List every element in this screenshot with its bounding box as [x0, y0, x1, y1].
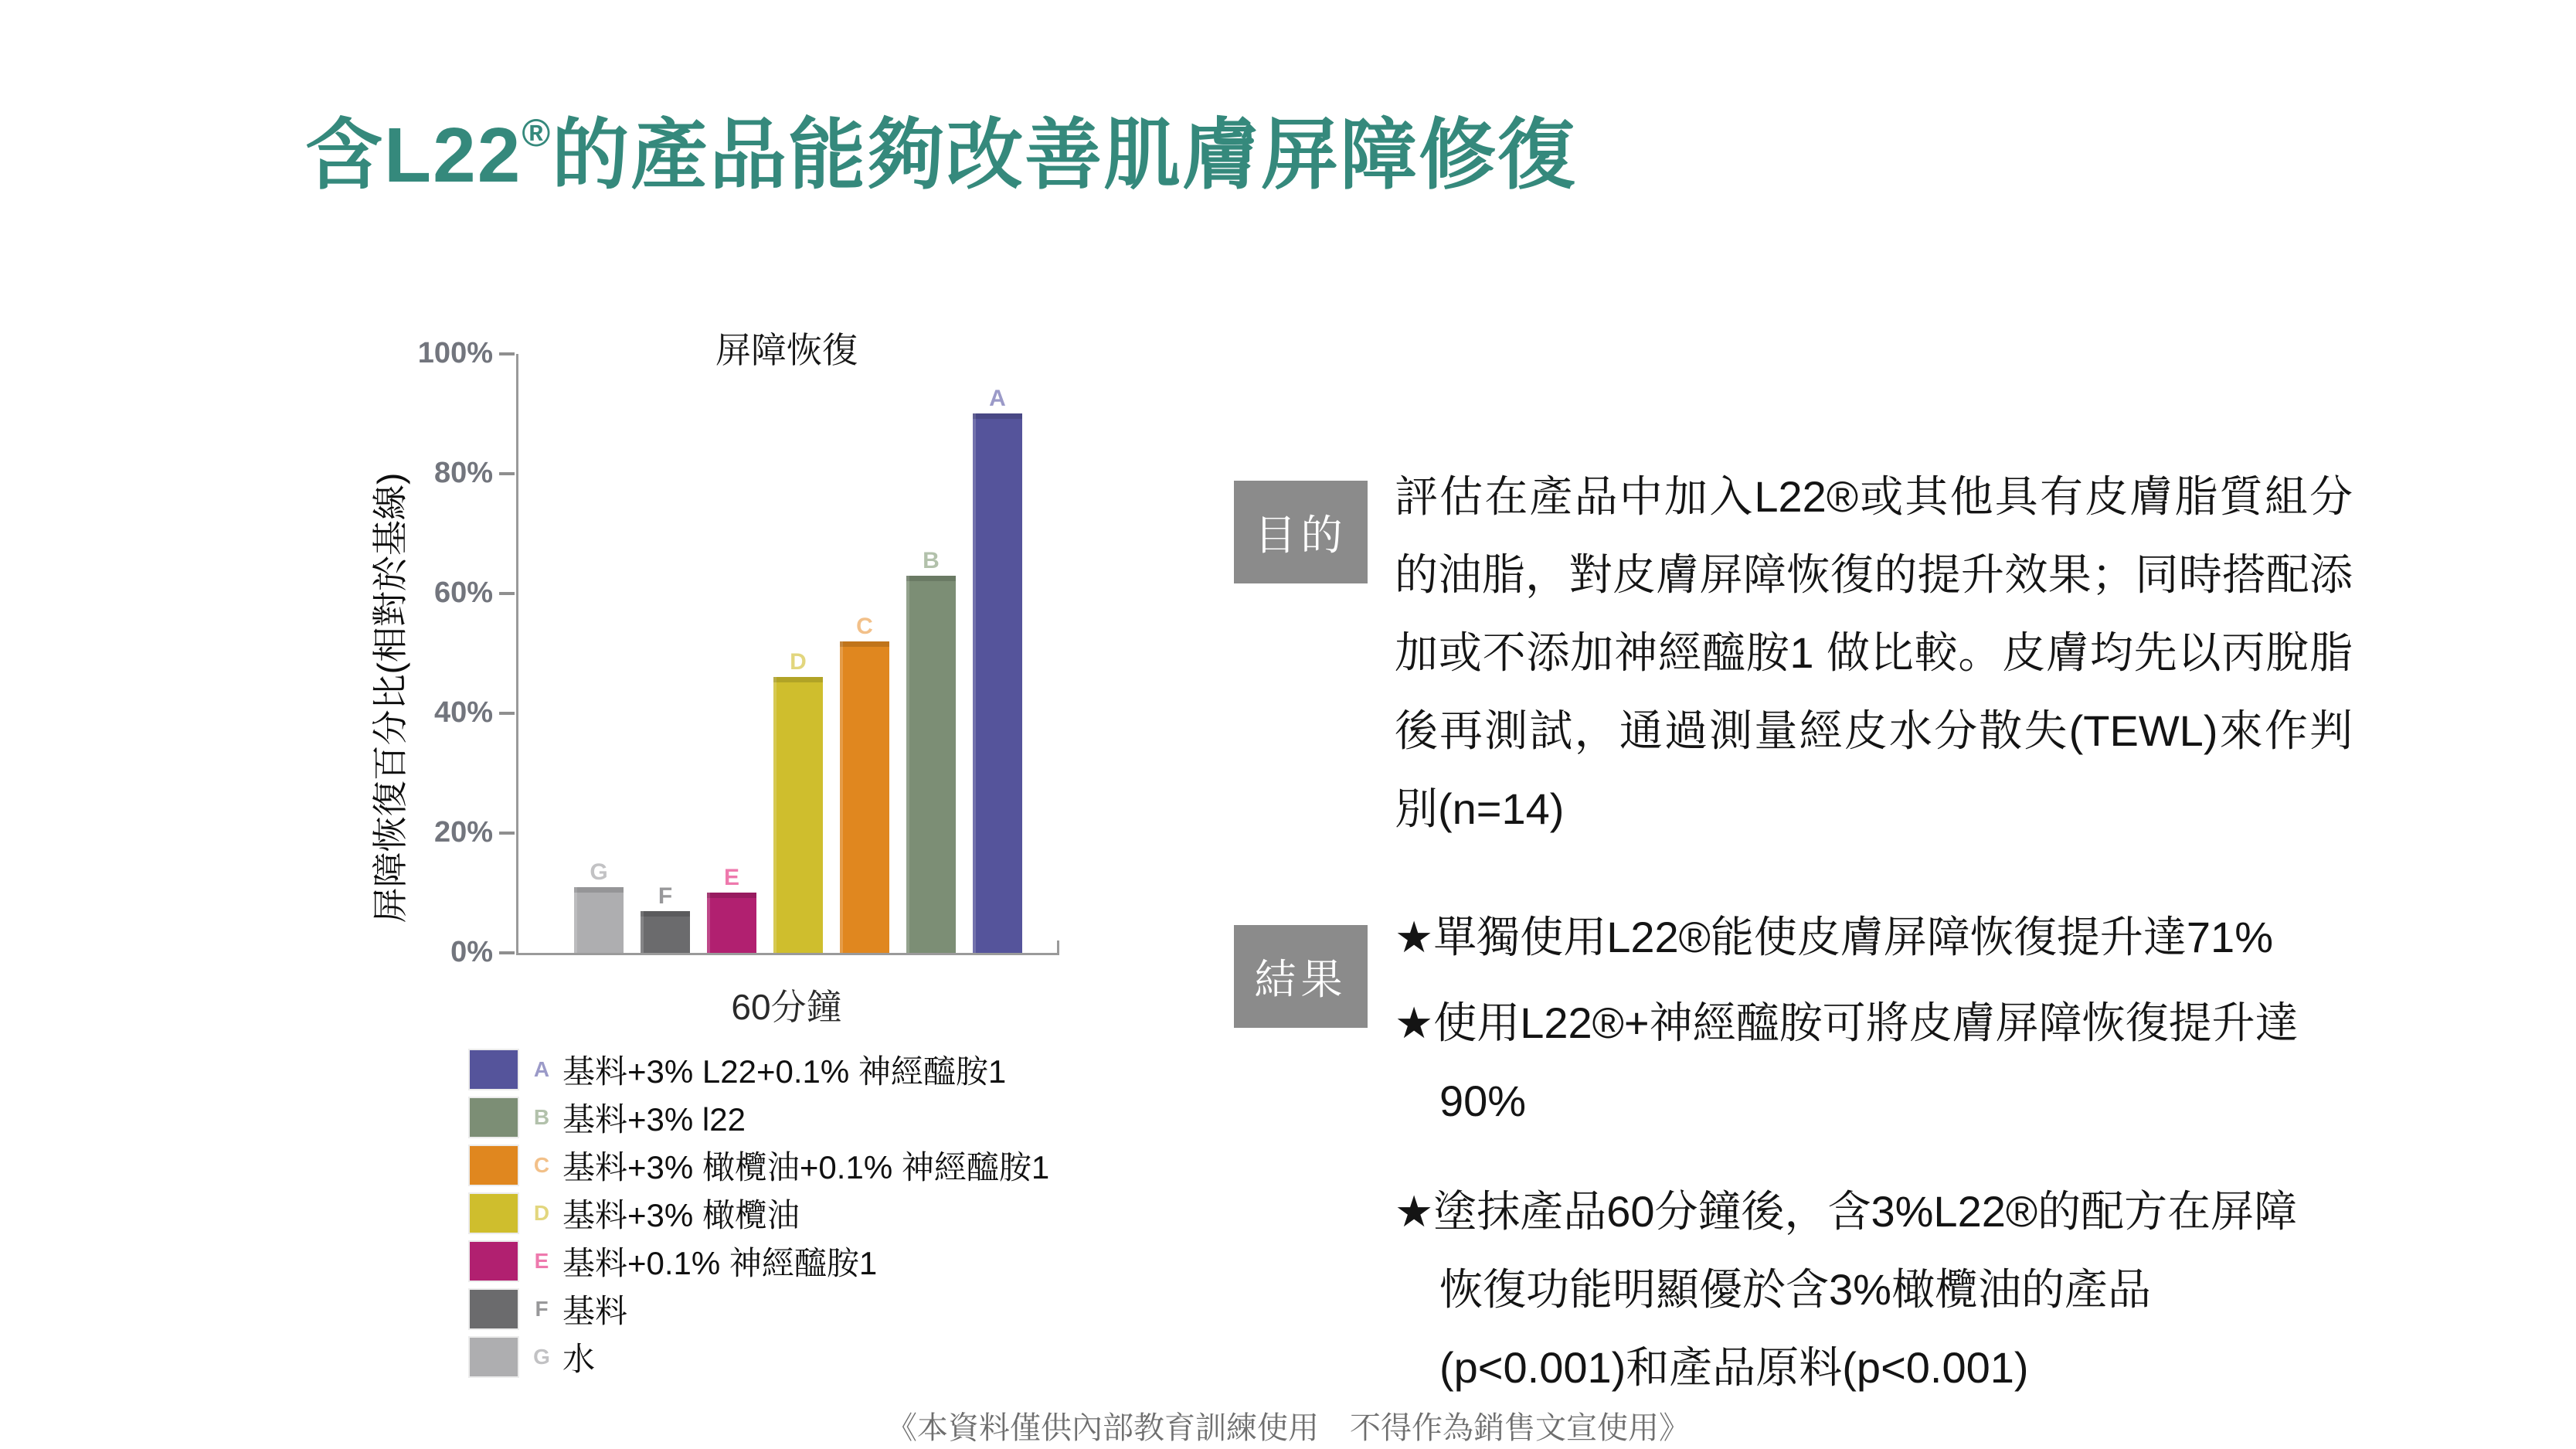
legend-letter-F: F: [535, 1297, 549, 1321]
bar-value-label-G: G: [590, 859, 608, 885]
bar-E: [707, 893, 756, 953]
bar-group-D: [773, 651, 823, 953]
purpose-text: 評估在產品中加入L22®或其他具有皮膚脂質組分的油脂，對皮膚屏障恢復的提升效果；同時搭配添加或不添加神經醯胺1 做比較。皮膚均先以丙脫脂後再測試，通過測量經皮水分散失(TEWL)來作判別(n=14): [1395, 472, 2353, 833]
bar-value-label-F: F: [658, 883, 673, 909]
legend-letter-C: C: [533, 1153, 550, 1177]
y-tick-label-40: 40%: [433, 696, 493, 729]
bar-C: [840, 641, 889, 953]
y-tick-mark-100: [499, 352, 515, 355]
legend-label-G: 水: [562, 1341, 596, 1377]
y-tick-mark-80: [499, 472, 515, 475]
page-title-suffix: 的產品能夠改善肌膚屏障修復: [552, 112, 1577, 199]
legend-swatch-G: [470, 1338, 518, 1376]
y-tick-label-80: 80%: [433, 457, 493, 489]
bar-value-label-C: C: [856, 614, 873, 639]
bar-group-G: [574, 861, 624, 953]
y-tick-mark-60: [499, 592, 515, 595]
legend-label-F: 基料: [562, 1293, 628, 1329]
legend-swatch-A: [470, 1050, 518, 1089]
bar-group-F: [641, 885, 690, 953]
bar-group-B: [906, 549, 956, 953]
bar-B: [906, 576, 956, 953]
legend-label-A: 基料+3% L22+0.1% 神經醯胺1: [562, 1053, 1007, 1090]
legend-swatch-B: [470, 1098, 518, 1137]
chart-title: 屏障恢復: [715, 330, 858, 370]
bar-group-C: [840, 615, 889, 953]
legend-letter-E: E: [534, 1249, 549, 1273]
legend-label-C: 基料+3% 橄欖油+0.1% 神經醯胺1: [562, 1149, 1050, 1185]
legend-swatch-F: [470, 1290, 518, 1328]
x-axis-label: 60分鐘: [731, 987, 842, 1027]
y-tick-mark-20: [499, 832, 515, 835]
purpose-section-box: 目的: [1234, 481, 1368, 583]
legend-row-F: [470, 1285, 1049, 1333]
result-bullet-2: ★使用L22®+神經醯胺可將皮膚屏障恢復提升達90%: [1395, 998, 2299, 1125]
y-axis-label: 屏障恢復百分比(相對於基線): [370, 472, 410, 923]
bar-G: [574, 887, 624, 953]
legend-row-A: [470, 1046, 1049, 1094]
bar-value-label-B: B: [923, 548, 940, 573]
results-section-box: 結果: [1234, 925, 1368, 1028]
legend-letter-A: A: [533, 1057, 550, 1081]
legend-label-E: 基料+0.1% 神經醯胺1: [562, 1245, 878, 1281]
legend-row-G: [470, 1333, 1049, 1381]
bar-value-label-A: A: [989, 386, 1006, 411]
legend-swatch-C: [470, 1146, 518, 1185]
bar-group-A: [973, 387, 1022, 953]
page-title: [305, 93, 1576, 204]
legend-row-E: [470, 1237, 1049, 1285]
y-tick-label-20: 20%: [433, 816, 493, 849]
bar-group-E: [707, 866, 756, 953]
bar-value-label-E: E: [723, 865, 739, 890]
legend-row-D: [470, 1189, 1049, 1237]
barrier-recovery-bar-chart: [332, 305, 1151, 1426]
y-tick-label-0: 0%: [450, 936, 493, 968]
legend-letter-D: D: [533, 1201, 550, 1225]
registered-trademark-symbol: ®: [522, 111, 552, 155]
legend-letter-G: G: [533, 1345, 550, 1369]
page-title-prefix: 含L22: [305, 112, 522, 199]
y-tick-label-60: 60%: [433, 577, 493, 609]
footer-disclaimer: 《本資料僅供內部教育訓練使用 不得作為銷售文宣使用》: [886, 1411, 1690, 1445]
result-bullet-3: ★塗抹產品60分鐘後，含3%L22®的配方在屏障恢復功能明顯優於含3%橄欖油的產品(p<0.001)和產品原料(p<0.001): [1395, 1187, 2298, 1392]
legend-label-D: 基料+3% 橄欖油: [562, 1197, 800, 1233]
legend-label-B: 基料+3% l22: [562, 1101, 746, 1138]
bar-A: [973, 413, 1022, 953]
bar-value-label-D: D: [790, 649, 807, 675]
legend-swatch-E: [470, 1242, 518, 1281]
bars-container: [518, 387, 1059, 953]
bar-F: [641, 911, 690, 953]
result-bullet-1: ★單獨使用L22®能使皮膚屏障恢復提升達71%: [1395, 913, 2273, 961]
legend-letter-B: B: [533, 1105, 550, 1129]
y-tick-mark-40: [499, 712, 515, 715]
legend-swatch-D: [470, 1194, 518, 1233]
chart-legend: [470, 1046, 1049, 1381]
bar-D: [773, 677, 823, 953]
y-tick-mark-0: [499, 951, 515, 954]
plot-area: [516, 354, 1059, 955]
y-tick-label-100: 100%: [417, 337, 493, 369]
legend-row-B: [470, 1094, 1049, 1141]
results-list: [1395, 898, 2322, 1414]
legend-row-C: [470, 1141, 1049, 1189]
